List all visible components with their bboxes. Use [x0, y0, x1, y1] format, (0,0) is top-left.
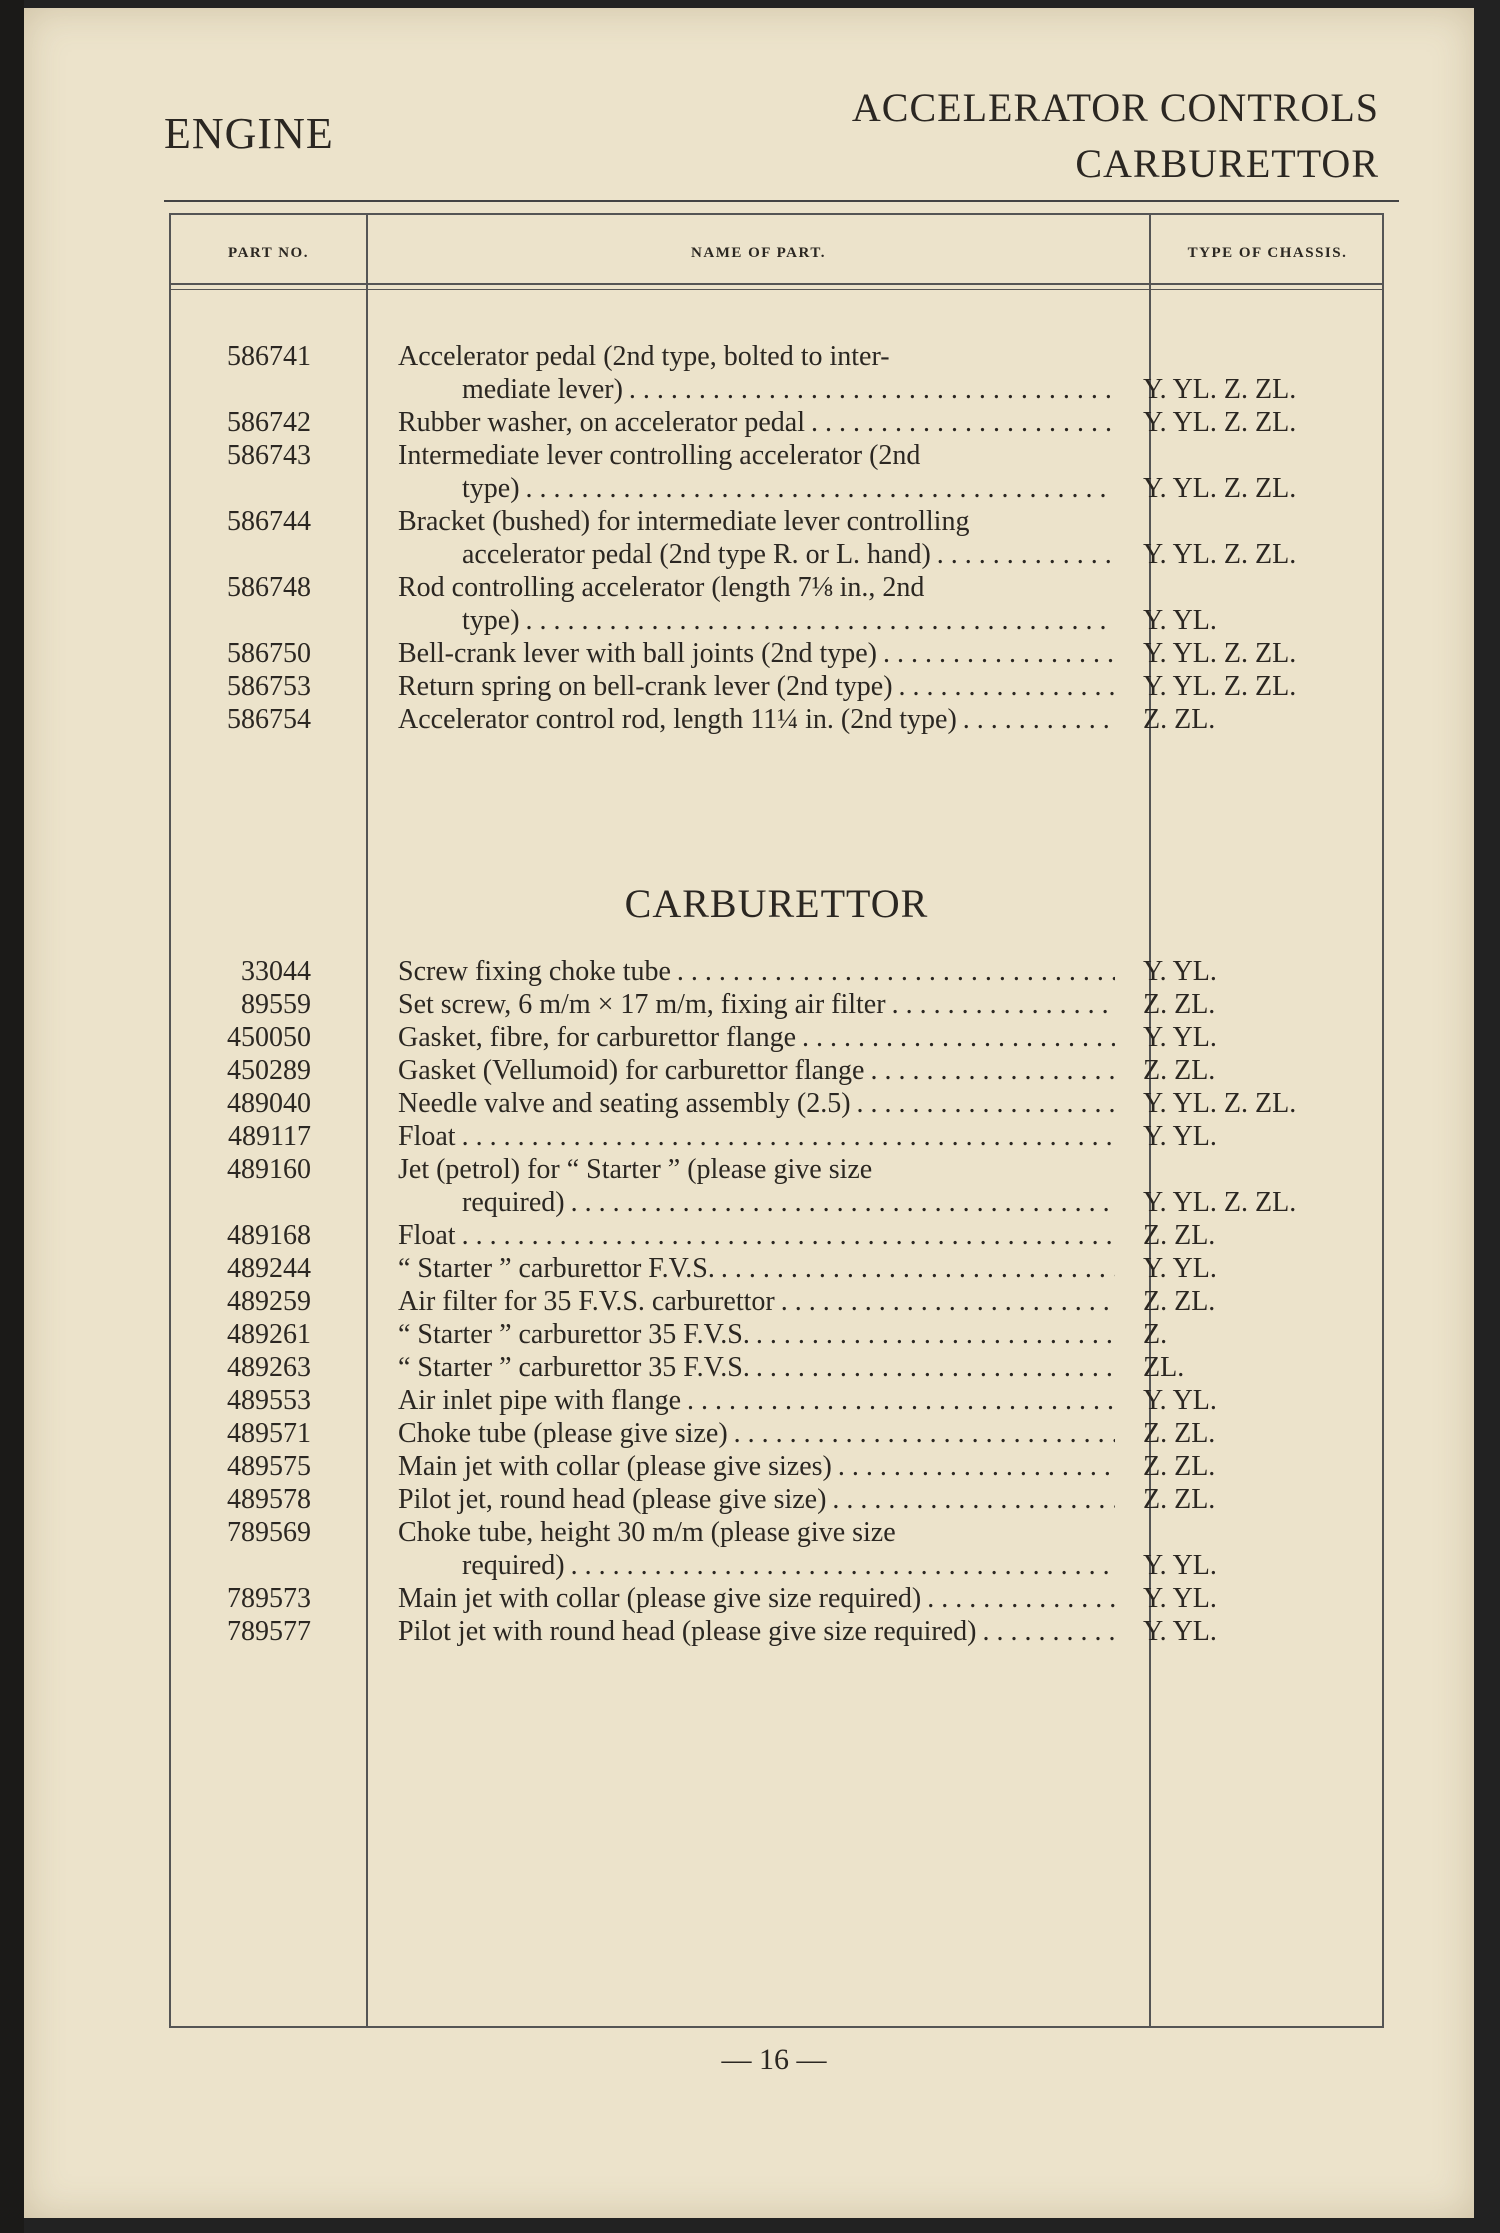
part-name-line: Main jet with collar (please give size required): [398, 1583, 922, 1614]
chassis-type: [1143, 571, 1373, 637]
dot-leader: [937, 538, 1115, 571]
dot-leader: [802, 1021, 1115, 1054]
dot-leader: [571, 1186, 1115, 1219]
chassis-type-text: Y. YL. Z. ZL.: [1143, 539, 1297, 570]
part-number: 450050: [227, 1022, 311, 1053]
dot-leader: [571, 1549, 1115, 1582]
heading-carburettor: CARBURETTOR: [1075, 141, 1379, 186]
dot-leader: [734, 1417, 1115, 1450]
chassis-type: [1143, 505, 1373, 571]
column-header-chassis: TYPE OF CHASSIS.: [1187, 245, 1348, 261]
part-name-line: Gasket (Vellumoid) for carburettor flange: [398, 1055, 865, 1086]
table-row: [171, 637, 1382, 670]
part-name: [398, 1483, 1115, 1516]
chassis-type-text: Z.: [1143, 1319, 1168, 1350]
part-number: 489575: [227, 1451, 311, 1482]
table-row: [171, 1021, 1382, 1054]
chassis-type: [1143, 1153, 1373, 1219]
chassis-type-text: Y. YL.: [1143, 1022, 1217, 1053]
chassis-type-text: Z. ZL.: [1143, 1451, 1216, 1482]
table-row: [171, 505, 1382, 571]
table-row: [171, 1582, 1382, 1615]
carburettor-rows: [171, 955, 1382, 1648]
table-row: [171, 1351, 1382, 1384]
dot-leader: [462, 1219, 1115, 1252]
table-row: [171, 703, 1382, 736]
table-row: [171, 1054, 1382, 1087]
part-number: 489571: [227, 1418, 311, 1449]
binding-edge: [0, 0, 24, 2233]
part-name-line: Jet (petrol) for “ Starter ” (please give size: [398, 1154, 873, 1185]
section-heading-right: [852, 80, 1379, 192]
chassis-type-text: Y. YL. Z. ZL.: [1143, 407, 1297, 438]
part-name: [398, 1285, 1115, 1318]
part-number: 489259: [227, 1286, 311, 1317]
part-name: [398, 670, 1115, 703]
chassis-type: [1143, 703, 1373, 736]
part-name-line: Gasket, fibre, for carburettor flange: [398, 1022, 797, 1053]
chassis-type-text: Z. ZL.: [1143, 1286, 1216, 1317]
table-row: [171, 406, 1382, 439]
chassis-type-text: Y. YL. Z. ZL.: [1143, 374, 1297, 405]
chassis-type: [1143, 1615, 1373, 1648]
dot-leader: [677, 955, 1115, 988]
chassis-type: [1143, 1120, 1373, 1153]
table-row: [171, 1153, 1382, 1219]
part-name: [398, 988, 1115, 1021]
chassis-type: [1143, 1285, 1373, 1318]
accelerator-rows: [171, 340, 1382, 736]
part-name-line: “ Starter ” carburettor 35 F.V.S.: [398, 1319, 750, 1350]
chassis-type: [1143, 1252, 1373, 1285]
chassis-type: [1143, 1450, 1373, 1483]
page-number: — 16 —: [721, 2043, 827, 2076]
dot-leader: [883, 637, 1115, 670]
part-name: [398, 1153, 1115, 1219]
part-name-line: Bell-crank lever with ball joints (2nd type): [398, 638, 877, 669]
part-number: 586744: [227, 506, 311, 537]
chassis-type: [1143, 1417, 1373, 1450]
dot-leader: [982, 1615, 1115, 1648]
part-name-line: type): [462, 605, 520, 636]
part-name: [398, 340, 1115, 406]
chassis-type: [1143, 955, 1373, 988]
column-header-part-no: PART NO.: [228, 245, 309, 261]
dot-leader: [963, 703, 1115, 736]
table-row: [171, 1450, 1382, 1483]
header-rule-thick: [171, 283, 1382, 285]
part-name-line: Float: [398, 1121, 456, 1152]
table-row: [171, 988, 1382, 1021]
chassis-type-text: Y. YL. Z. ZL.: [1143, 473, 1297, 504]
chassis-type-text: Y. YL.: [1143, 1385, 1217, 1416]
table-row: [171, 1285, 1382, 1318]
part-name-line: Float: [398, 1220, 456, 1251]
part-number: 586742: [227, 407, 311, 438]
part-name-line: mediate lever): [462, 374, 623, 405]
table-row: [171, 955, 1382, 988]
part-name: [398, 1615, 1115, 1648]
parts-table: [169, 213, 1384, 2028]
section-heading-engine: ENGINE: [164, 109, 334, 158]
chassis-type-text: Y. YL. Z. ZL.: [1143, 1088, 1297, 1119]
dot-leader: [781, 1285, 1115, 1318]
part-name: [398, 505, 1115, 571]
chassis-type-text: ZL.: [1143, 1352, 1185, 1383]
part-name-line: Return spring on bell-crank lever (2nd type): [398, 671, 893, 702]
part-name-line: Screw fixing choke tube: [398, 956, 671, 987]
part-name: [398, 1516, 1115, 1582]
chassis-type-text: Z. ZL.: [1143, 704, 1216, 735]
part-name: [398, 1054, 1115, 1087]
dot-leader: [756, 1318, 1115, 1351]
dot-leader: [832, 1483, 1115, 1516]
dot-leader: [870, 1054, 1115, 1087]
chassis-type: [1143, 1054, 1373, 1087]
part-name: [398, 439, 1115, 505]
part-name-line: Choke tube, height 30 m/m (please give size: [398, 1517, 896, 1548]
dot-leader: [526, 472, 1115, 505]
part-name: [398, 703, 1115, 736]
part-name-line: Rubber washer, on accelerator pedal: [398, 407, 806, 438]
chassis-type-text: Y. YL. Z. ZL.: [1143, 671, 1297, 702]
chassis-type-text: Y. YL.: [1143, 1121, 1217, 1152]
part-number: 489160: [227, 1154, 311, 1185]
part-name-line: Accelerator control rod, length 11¼ in. (2nd type): [398, 704, 957, 735]
dot-leader: [838, 1450, 1115, 1483]
chassis-type-text: Y. YL.: [1143, 1253, 1217, 1284]
part-name-line: Choke tube (please give size): [398, 1418, 728, 1449]
part-number: 89559: [241, 989, 311, 1020]
part-number: 789573: [227, 1583, 311, 1614]
table-row: [171, 571, 1382, 637]
part-number: 489263: [227, 1352, 311, 1383]
part-name: [398, 637, 1115, 670]
table-row: [171, 1483, 1382, 1516]
part-name: [398, 955, 1115, 988]
part-name: [398, 1384, 1115, 1417]
chassis-type: [1143, 637, 1373, 670]
chassis-type: [1143, 1318, 1373, 1351]
chassis-type-text: Y. YL.: [1143, 1550, 1217, 1581]
part-number: 489040: [227, 1088, 311, 1119]
chassis-type: [1143, 1516, 1373, 1582]
part-name: [398, 1351, 1115, 1384]
table-row: [171, 1318, 1382, 1351]
part-name-line: Set screw, 6 m/m × 17 m/m, fixing air filter: [398, 989, 886, 1020]
part-number: 489168: [227, 1220, 311, 1251]
part-number: 33044: [241, 956, 311, 987]
part-name-line: Pilot jet, round head (please give size): [398, 1484, 827, 1515]
dot-leader: [857, 1087, 1115, 1120]
table-row: [171, 1252, 1382, 1285]
part-number: 489553: [227, 1385, 311, 1416]
part-name-line: Rod controlling accelerator (length 7⅛ in., 2nd: [398, 572, 925, 603]
table-row: [171, 1120, 1382, 1153]
chassis-type-text: Y. YL.: [1143, 1616, 1217, 1647]
table-row: [171, 1087, 1382, 1120]
chassis-type: [1143, 1087, 1373, 1120]
part-number: 586743: [227, 440, 311, 471]
part-name-line: accelerator pedal (2nd type R. or L. hand): [462, 539, 931, 570]
part-name-line: “ Starter ” carburettor F.V.S.: [398, 1253, 715, 1284]
part-name-line: Accelerator pedal (2nd type, bolted to inter-: [398, 341, 890, 372]
chassis-type-text: Y. YL. Z. ZL.: [1143, 638, 1297, 669]
part-name-line: required): [462, 1550, 565, 1581]
part-number: 489117: [228, 1121, 311, 1152]
part-number: 450289: [227, 1055, 311, 1086]
part-number: 586748: [227, 572, 311, 603]
dot-leader: [526, 604, 1115, 637]
table-row: [171, 340, 1382, 406]
table-row: [171, 1219, 1382, 1252]
dot-leader: [687, 1384, 1115, 1417]
chassis-type-text: Y. YL.: [1143, 605, 1217, 636]
chassis-type: [1143, 1351, 1373, 1384]
column-header-name: NAME OF PART.: [691, 245, 826, 261]
part-name-line: Air filter for 35 F.V.S. carburettor: [398, 1286, 775, 1317]
part-name-line: “ Starter ” carburettor 35 F.V.S.: [398, 1352, 750, 1383]
part-name: [398, 1318, 1115, 1351]
part-name: [398, 406, 1115, 439]
chassis-type: [1143, 340, 1373, 406]
chassis-type-text: Y. YL.: [1143, 956, 1217, 987]
chassis-type-text: Y. YL. Z. ZL.: [1143, 1187, 1297, 1218]
part-name: [398, 1021, 1115, 1054]
part-number: 489261: [227, 1319, 311, 1350]
part-name-line: Pilot jet with round head (please give size required): [398, 1616, 977, 1647]
chassis-type: [1143, 406, 1373, 439]
part-number: 489244: [227, 1253, 311, 1284]
chassis-type: [1143, 1219, 1373, 1252]
chassis-type-text: Z. ZL.: [1143, 1220, 1216, 1251]
table-row: [171, 439, 1382, 505]
table-row: [171, 1615, 1382, 1648]
chassis-type-text: Y. YL.: [1143, 1583, 1217, 1614]
dot-leader: [756, 1351, 1115, 1384]
chassis-type: [1143, 670, 1373, 703]
part-name: [398, 1087, 1115, 1120]
part-name-line: Intermediate lever controlling accelerator (2nd: [398, 440, 921, 471]
part-name: [398, 1120, 1115, 1153]
part-name-line: Bracket (bushed) for intermediate lever controlling: [398, 506, 970, 537]
part-name: [398, 1417, 1115, 1450]
chassis-type: [1143, 1384, 1373, 1417]
header-rule-thin: [171, 289, 1382, 290]
dot-leader: [892, 988, 1115, 1021]
part-name-line: Air inlet pipe with flange: [398, 1385, 682, 1416]
dot-leader: [462, 1120, 1115, 1153]
part-number: 789569: [227, 1517, 311, 1548]
part-number: 586753: [227, 671, 311, 702]
part-name: [398, 1582, 1115, 1615]
part-name: [398, 1450, 1115, 1483]
table-row: [171, 1516, 1382, 1582]
part-name-line: required): [462, 1187, 565, 1218]
heading-accelerator-controls: ACCELERATOR CONTROLS: [851, 85, 1379, 130]
part-number: 586750: [227, 638, 311, 669]
part-number: 489578: [227, 1484, 311, 1515]
part-number: 586754: [227, 704, 311, 735]
table-row: [171, 1417, 1382, 1450]
table-row: [171, 1384, 1382, 1417]
chassis-type: [1143, 439, 1373, 505]
part-name-line: Main jet with collar (please give sizes): [398, 1451, 832, 1482]
dot-leader: [721, 1252, 1115, 1285]
chassis-type: [1143, 988, 1373, 1021]
dot-leader: [899, 670, 1115, 703]
part-number: 586741: [227, 341, 311, 372]
chassis-type: [1143, 1021, 1373, 1054]
chassis-type-text: Z. ZL.: [1143, 989, 1216, 1020]
dot-leader: [629, 373, 1115, 406]
chassis-type: [1143, 1483, 1373, 1516]
part-name: [398, 1219, 1115, 1252]
chassis-type-text: Z. ZL.: [1143, 1418, 1216, 1449]
header-rule: [164, 200, 1399, 202]
catalogue-page: [24, 8, 1474, 2218]
chassis-type-text: Z. ZL.: [1143, 1484, 1216, 1515]
dot-leader: [927, 1582, 1115, 1615]
part-name-line: Needle valve and seating assembly (2.5): [398, 1088, 851, 1119]
chassis-type-text: Z. ZL.: [1143, 1055, 1216, 1086]
dot-leader: [811, 406, 1115, 439]
table-row: [171, 670, 1382, 703]
part-name: [398, 1252, 1115, 1285]
carburettor-section-title: CARBURETTOR: [624, 881, 929, 926]
part-name-line: type): [462, 473, 520, 504]
part-name: [398, 571, 1115, 637]
chassis-type: [1143, 1582, 1373, 1615]
part-number: 789577: [227, 1616, 311, 1647]
